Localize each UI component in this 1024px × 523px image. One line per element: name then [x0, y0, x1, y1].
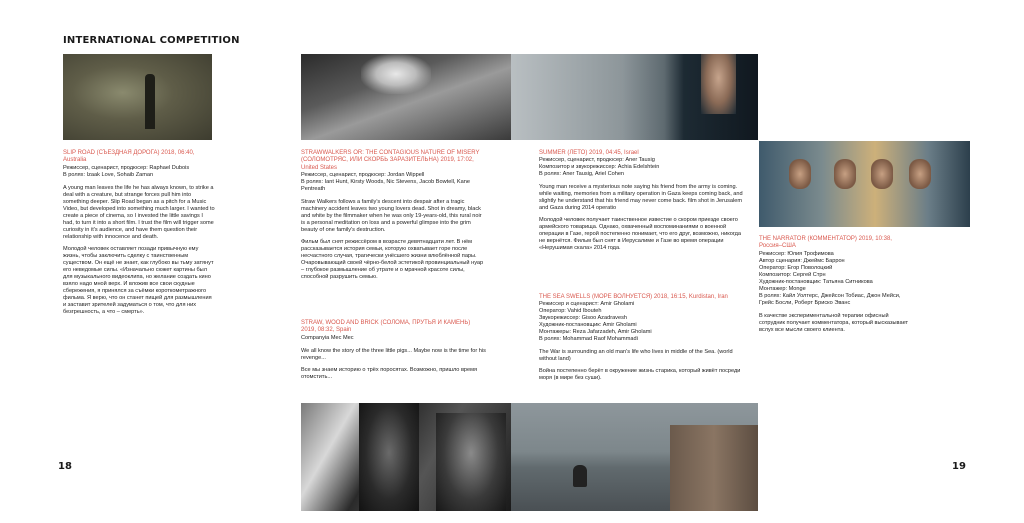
film-entry-sea-swells: [539, 294, 749, 387]
narrator-photo: [759, 141, 970, 227]
film-description: В качестве экспериментальной терапии офисный сотрудник получает комментатора, который высказывает вслух все мысли своего клиента.: [759, 312, 909, 333]
film-credits: Режиссер, сценарист, продюсер: Aner Tausig Композитор и звукорежиссер: Achia Edelshtein В ролях: Aner Tausig, Ariel Cohen: [539, 157, 660, 178]
film-description: A young man leaves the life he has always known, to strike a deal with a creature, but strange forces pull him into something deeper. Slip Road began as a pitch for a Music Video, but developed into something much larger. I wanted to create a piece of cinema, so I invested the little savings I had, to turn it into a short film. I trust the film will trigger some curiosity in it's audience, and have them question their relationship with innocence and death. Молодой человек оставляет позади привычную ему жизнь, чтобы заключить сделку с таинственным существом. Он ещё не знает, как глубоко вы тьму затянут его неведомые силы. «Изначально сюжет картины был для музыкального видеоклипа, но желание создать кино взяло надо мной верх. И вложив все свои скудные сбережения, я принялся за съёмки короткометражного фильма. Я верю, что он станет пищей для размышления и заставит зрителей задуматься о том, что для них безгрешность, а что – смерть».: [63, 184, 215, 315]
film-title: SLIP ROAD (СЪЕЗДНАЯ ДОРОГА) 2018, 06:40, Australia: [63, 150, 195, 164]
film-credits: Режиссер и сценарист: Amir Gholami Оператор: Vahid Ibouteh Звукорежиссер: Gisoo Azadravesh Художник-постановщик: Amir Gholami Монтажеры: Reza Jafarzadeh, Amir Gholami В ролях: Mohammad Raof Mohammadi: [539, 301, 652, 343]
film-credits: Режиссер, сценарист, продюсер: Jordan Wippell В ролях: Iant Hunt, Kirsty Woods, Nic Stevens, Jacob Bowtell, Kane Pentreath: [301, 171, 470, 192]
film-title: SUMMER (ЛЕТО) 2019, 04:45, Israel: [539, 150, 639, 156]
film-entry-slip-road: [63, 150, 215, 321]
film-title: THE NARRATOR (КОММЕНТАТОР) 2019, 10:38, Россия–США: [759, 236, 892, 250]
film-credits: Режиссер, сценарист, продюсер: Raphael Dubois В ролях: Izaak Love, Sohaib Zaman: [63, 164, 190, 178]
summer-photo: [511, 54, 758, 140]
film-description: Young man receive a mysterious note saying his friend from the army is coming. while waiting, memories from a military operation in Gaza keeps coming back, and slightly he understand that his friend may never come back. film shot in Jerusalem and Gaza during 2014 operatio Молодой человек получает таинственное известие о скором приезде своего армейского товарища. Однако, охваченный воспоминаниями о военной операции в Газе, герой постепенно понимает, что его друг, возможно, никогда не вернётся. Фильм был снят в Иерусалиме и Газе во время операции «Нерушимая скала» 2014 года.: [539, 184, 743, 252]
strawwalkers-photo: [301, 54, 511, 140]
film-description: We all know the story of the three little pigs... Maybe now is the time for his revenge... Все мы знаем историю о трёх поросятах. Возможно, пришло время отомстить...: [301, 347, 486, 380]
page-number-right: 19: [952, 461, 966, 472]
film-entry-summer: [539, 150, 744, 257]
straw-wood-brick-photo: [301, 403, 511, 511]
page-number-left: 18: [58, 461, 72, 472]
film-title: STRAW, WOOD AND BRICK (СОЛОМА, ПРУТЬЯ И КАМЕНЬ) 2019, 08:32, Spain: [301, 320, 471, 334]
film-entry-narrator: [759, 236, 909, 339]
film-description: Straw Walkers follows a family's descent into despair after a tragic machinery accident leaves two young lovers dead. Shot in dreamy, black and white by the filmmaker when he was only 19-years-old, this rural noir is a personal meditation on loss and a powerful glimpse into the grim beauty of one family's destruction. Фильм был снят режиссёром в возрасте девятнадцати лет. В нём рассказывается история семьи, которую охватывает горе после несчастного случая, трагически унёсшего жизни влюблённой пары. Очаровывающий своей чёрно-белой эстетикой провинциальный нуар – глубокое размышление об утрате и о мрачной красоте силы, способной разрушить семью.: [301, 198, 484, 280]
slip-road-photo: [63, 54, 212, 140]
section-heading: INTERNATIONAL COMPETITION: [63, 35, 240, 46]
film-credits: Режиссер: Юлия Трофимова Автор сценария: Джеймс Баррон Оператор: Егор Поволоцкий Композитор: Сергей Стрн Художник-постановщик: Татьяна Ситникова Монтажер: Monge В ролях: Кайл Уолтерс, Джейсон Тобиас, Джон Мейси, Грейс Босли, Роберт Бриско Эванс: [759, 250, 901, 306]
film-credits: Companyia Mec Mec: [301, 334, 354, 341]
film-title: STRAWWALKERS OR: THE CONTAGIOUS NATURE OF MISERY (СОЛОМОТРЯС, ИЛИ СКОРБЬ ЗАРАЗИТЕЛЬНА) 2019, 17:02, United States: [301, 150, 480, 171]
sea-swells-photo: [511, 403, 758, 511]
film-description: The War is surrounding an old man's life who lives in middle of the Sea. (world without land) Война постепенно берёт в окружение жизнь старика, который живёт посреди моря (в мире без суши).: [539, 349, 741, 382]
film-entry-straw-wood-brick: [301, 320, 486, 386]
film-entry-strawwalkers: [301, 150, 486, 286]
film-title: THE SEA SWELLS (МОРЕ ВОЛНУЕТСЯ) 2018, 16:15, Kurdistan, Iran: [539, 294, 728, 300]
